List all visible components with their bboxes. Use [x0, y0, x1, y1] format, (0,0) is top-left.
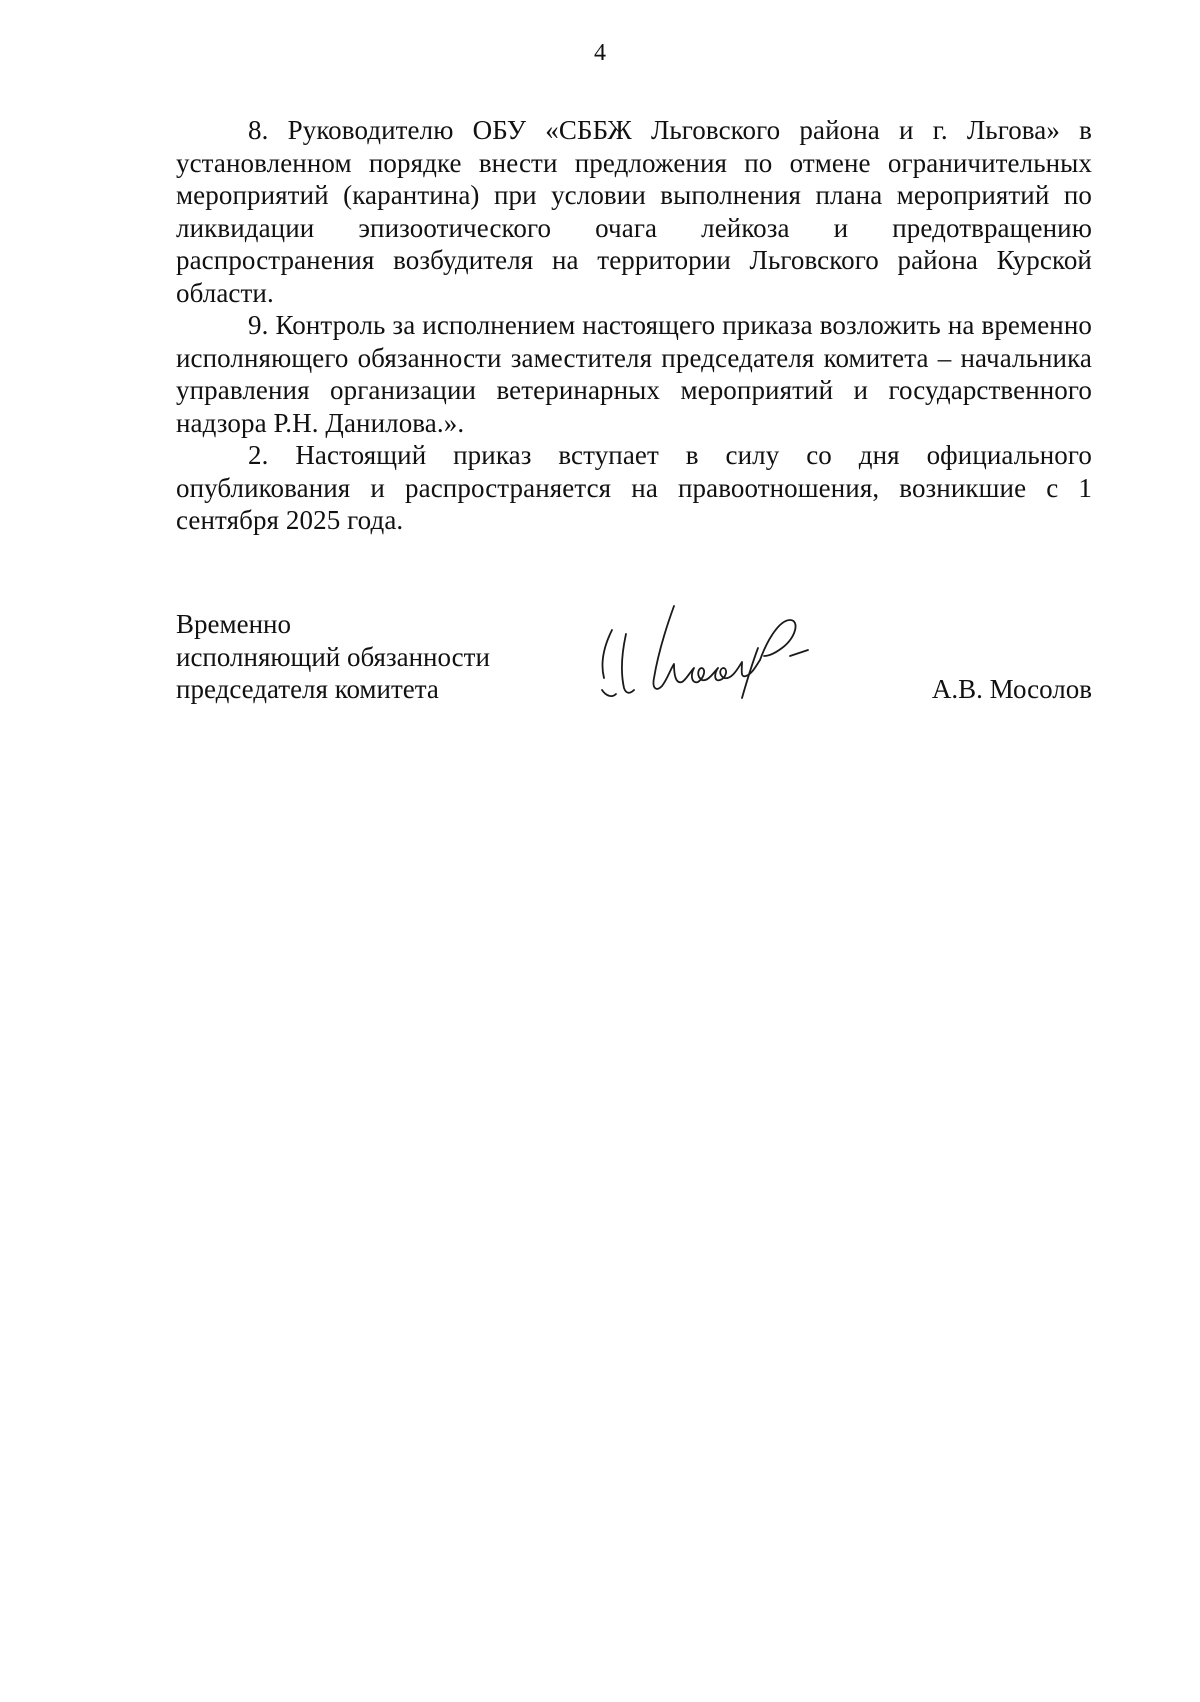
paragraph-9: 9. Контроль за исполнением настоящего приказа возложить на временно исполняющего обязанности заместителя председателя комитета – начальника управления организации ветеринарных мероприятий и государственного надзора Р.Н. Данилова.». [176, 310, 1092, 438]
signatory-title-line: Временно [176, 609, 291, 639]
handwritten-signature [582, 598, 852, 708]
page-number: 4 [594, 40, 606, 66]
paragraph-2: 2. Настоящий приказ вступает в силу со дня официального опубликования и распространяется на правоотношения, возникшие с 1 сентября 2025 года. [176, 440, 1092, 535]
signatory-title-line: председателя комитета [176, 674, 439, 704]
paragraph-8: 8. Руководителю ОБУ «СББЖ Льговского района и г. Льгова» в установленном порядке внести предложения по отмене ограничительных мероприятий (карантина) при условии выполнения плана мероприятий по ликвидации эпизоотического очага лейкоза и предотвращению распространения возбудителя на территории Льговского района Курской области. [176, 115, 1092, 308]
document-body [176, 114, 1092, 537]
signature-block [176, 608, 1092, 718]
signatory-name: А.В. Мосолов [931, 674, 1092, 704]
signatory-title [176, 608, 490, 706]
signatory-title-line: исполняющий обязанности [176, 641, 490, 672]
